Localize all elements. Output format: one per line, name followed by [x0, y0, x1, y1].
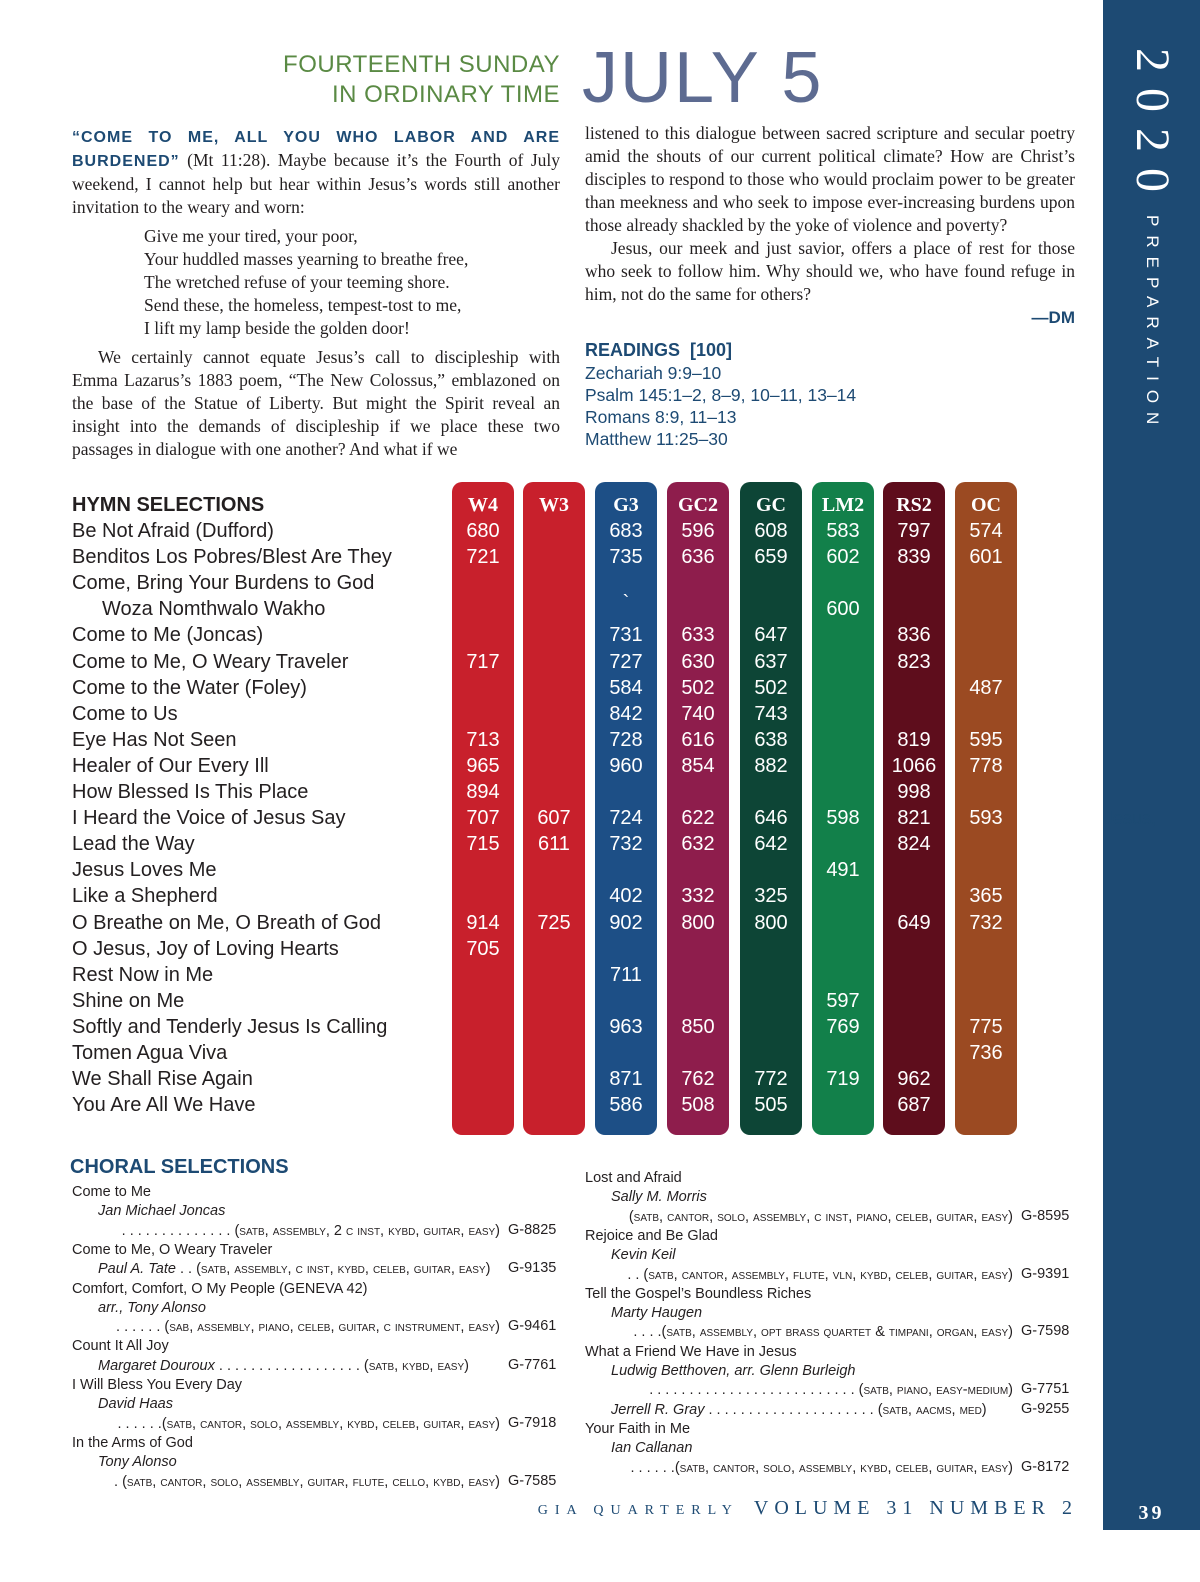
poem-line: Send these, the homeless, tempest-tost to me, — [144, 295, 462, 315]
hymn-number: 740 — [681, 702, 715, 725]
octavo-number: G-8172 — [1021, 1458, 1070, 1475]
hymn-number: 836 — [897, 624, 931, 647]
hymn-title: Benditos Los Pobres/Blest Are They — [72, 546, 392, 569]
hymn-title: How Blessed Is This Place — [72, 781, 309, 803]
hymn-number: 325 — [754, 885, 788, 908]
hymn-title: Healer of Our Every Ill — [72, 754, 269, 777]
choral-title: Lost and Afraid — [585, 1170, 682, 1186]
hymn-number: 735 — [609, 546, 643, 569]
hymn-title: Eye Has Not Seen — [72, 728, 237, 751]
hymn-title: Shine on Me — [72, 989, 185, 1012]
hymn-number: 894 — [466, 781, 500, 803]
hymn-number: 772 — [754, 1068, 788, 1091]
page-number: 39 — [1103, 1500, 1200, 1530]
hymn-number: 962 — [897, 1068, 931, 1091]
hymn-number: 607 — [537, 807, 571, 830]
reading-item: Zechariah 9:9–10 — [585, 363, 722, 383]
hymn-number: 638 — [754, 728, 788, 751]
hymn-title: Come to Us — [72, 702, 178, 725]
hymn-title: Be Not Afraid (Dufford) — [72, 520, 274, 542]
hymn-number: 728 — [609, 728, 643, 751]
hymn-number: 593 — [969, 807, 1003, 830]
poem-line: Give me your tired, your poor, — [144, 226, 358, 246]
octavo-number: G-9135 — [508, 1260, 557, 1277]
hymn-number: 680 — [466, 520, 500, 542]
choral-detail: . (satb, cantor, solo, assembly, guitar, flute, cello, kybd, easy) — [114, 1473, 500, 1490]
hymn-number: 797 — [897, 520, 931, 542]
hymn-title: You Are All We Have — [72, 1094, 256, 1117]
sidebar-year: 2020 — [1126, 48, 1179, 208]
hymn-number: 683 — [609, 520, 643, 542]
hymn-number: 502 — [754, 676, 788, 699]
hymn-title: Woza Nomthwalo Wakho — [102, 598, 326, 621]
hymn-number: 724 — [609, 807, 643, 830]
hymn-number: 727 — [609, 650, 643, 673]
hymn-number: 713 — [466, 728, 500, 751]
hymn-title: Like a Shepherd — [72, 885, 218, 908]
hymn-title: Come, Bring Your Burdens to God — [72, 572, 375, 595]
hymnal-column-header: GC — [756, 494, 786, 516]
choral-detail: (satb, cantor, solo, assembly, c inst, piano, celeb, guitar, easy) — [628, 1208, 1013, 1225]
hymn-number: 332 — [681, 885, 715, 908]
octavo-number: G-7585 — [508, 1472, 557, 1489]
hymn-number: 850 — [681, 1015, 715, 1038]
choral-composer: Kevin Keil — [611, 1247, 676, 1264]
poem — [144, 225, 560, 340]
hymn-number: 717 — [466, 650, 500, 673]
hymn-number: 608 — [754, 520, 788, 542]
hymn-title: O Jesus, Joy of Loving Hearts — [72, 937, 339, 960]
poem-line: The wretched refuse of your teeming shore. — [144, 272, 450, 292]
readings-heading: READINGS [100] — [585, 340, 733, 360]
hymnal-column-header: W3 — [539, 494, 569, 516]
author-signature: —DM — [1031, 308, 1075, 327]
choral-title: Comfort, Comfort, O My People (GENEVA 42) — [72, 1280, 368, 1297]
choral-detail: . . . . . . (sab, assembly, piano, celeb, guitar, c instrument, easy) — [116, 1319, 500, 1336]
choral-composer: Ludwig Betthoven, arr. Glenn Burleigh — [611, 1363, 856, 1379]
hymn-number: 1066 — [891, 754, 937, 777]
choral-composer: Marty Haugen — [611, 1305, 703, 1322]
article-p1: (Mt 11:28). Maybe because it’s the Fourth of July weekend, I cannot help but hear within Jesus’s words still another invitation to the weary and worn: — [72, 150, 560, 217]
reading-item: Romans 8:9, 11–13 — [585, 407, 737, 427]
choral-detail: . . . . . .(satb, cantor, solo, assembly, kybd, celeb, guitar, easy) — [117, 1415, 500, 1432]
hymn-title: Tomen Agua Viva — [72, 1042, 228, 1064]
hymn-title: Come to the Water (Foley) — [72, 676, 307, 699]
choral-title: Count It All Joy — [72, 1338, 169, 1355]
hymn-number: 743 — [754, 702, 788, 725]
hymn-number: 630 — [681, 650, 715, 673]
hymn-title: Softly and Tenderly Jesus Is Calling — [72, 1015, 388, 1038]
hymn-number: 402 — [609, 885, 643, 908]
octavo-number: G-7918 — [508, 1414, 557, 1431]
hymn-number: 824 — [897, 833, 931, 856]
hymn-number: 616 — [681, 728, 715, 751]
hymn-number: 778 — [969, 754, 1003, 777]
hymn-number: 597 — [826, 989, 860, 1012]
footer-publication-name: GIA QUARTERLY — [537, 1503, 739, 1518]
hymn-number: 646 — [754, 807, 788, 830]
liturgical-occasion — [283, 50, 560, 110]
hymn-number: 611 — [538, 833, 570, 856]
choral-title: Your Faith in Me — [585, 1420, 691, 1437]
hymn-title: Come to Me (Joncas) — [72, 624, 264, 647]
hymn-number: 775 — [969, 1015, 1003, 1038]
article-left-column — [72, 125, 560, 461]
article-p2: We certainly cannot equate Jesus’s call to discipleship with Emma Lazarus’s 1883 poem, “The New Colossus,” emblazoned on the base of the Statue of Liberty. But might the Spirit reveal an insight into the demands of discipleship if we place these two passages in dialogue with one another? And what if we — [72, 347, 560, 459]
hymn-title: I Heard the Voice of Jesus Say — [72, 807, 346, 830]
octavo-number: G-9255 — [1021, 1400, 1070, 1417]
hymn-title: Lead the Way — [72, 833, 195, 856]
choral-title: What a Friend We Have in Jesus — [585, 1343, 797, 1360]
hymn-number: 584 — [609, 676, 643, 699]
choral-composer: Margaret Douroux — [98, 1357, 215, 1374]
hymn-number: 721 — [466, 546, 500, 569]
hymn-title: Jesus Loves Me — [72, 859, 217, 882]
hymn-number: 637 — [754, 650, 788, 673]
choral-composer-line — [611, 1401, 987, 1420]
hymn-number: 769 — [826, 1015, 860, 1038]
octavo-number: G-9461 — [508, 1318, 557, 1335]
hymn-number: 854 — [681, 754, 715, 777]
sidebar-section: PREPARATION — [1143, 215, 1162, 434]
hymn-number: 963 — [609, 1015, 643, 1038]
hymn-number: 902 — [609, 911, 643, 934]
hymn-title: We Shall Rise Again — [72, 1068, 253, 1091]
hymn-title: Rest Now in Me — [72, 963, 214, 986]
choral-detail: . . . . . .(satb, cantor, solo, assembly, kybd, celeb, guitar, easy) — [630, 1459, 1013, 1476]
hymn-number: 659 — [754, 546, 788, 569]
footer-volume: VOLUME 31 NUMBER 2 — [753, 1497, 1078, 1519]
hymn-number: 600 — [826, 598, 860, 621]
hymn-number: 871 — [609, 1068, 643, 1091]
choral-composer: Paul A. Tate — [98, 1261, 176, 1278]
hymn-number: 842 — [609, 702, 643, 725]
choral-detail: . . (satb, assembly, c inst, kybd, celeb, guitar, easy) — [175, 1261, 491, 1278]
reading-item: Psalm 145:1–2, 8–9, 10–11, 13–14 — [585, 385, 857, 405]
choral-detail: . . . . . . . . . . . . . . . . . . . . . . . . . . (satb, piano, easy-medium) — [649, 1382, 1013, 1399]
choral-composer: David Haas — [98, 1396, 173, 1413]
hymn-number: 998 — [897, 781, 931, 803]
article-lead: “COME TO ME, ALL YOU WHO LABOR AND ARE BURDENED” — [72, 129, 560, 170]
poem-line: Your huddled masses yearning to breathe free, — [144, 249, 469, 269]
octavo-number: G-7598 — [1021, 1323, 1070, 1340]
hymnal-column-header: OC — [971, 494, 1001, 516]
choral-title: Come to Me — [72, 1184, 151, 1200]
hymn-number: 583 — [826, 520, 860, 542]
article-p4: Jesus, our meek and just savior, offers a place of rest for those who seek to follow him. Why should we, who have found refuge in him, not do the same for others? — [585, 238, 1075, 304]
hymn-number: 595 — [969, 728, 1003, 751]
hymn-number: 965 — [466, 754, 500, 777]
hymn-number: 687 — [897, 1094, 931, 1117]
hymn-number: 839 — [897, 546, 931, 569]
stray-text: Jesus, — [1104, 808, 1157, 828]
hymn-number: 508 — [681, 1094, 715, 1117]
hymn-number: 707 — [466, 807, 500, 830]
reading-item: Matthew 11:25–30 — [585, 429, 728, 449]
choral-composer: arr., Tony Alonso — [98, 1299, 206, 1316]
choral-title: I Will Bless You Every Day — [72, 1377, 243, 1393]
hymn-number: 601 — [969, 546, 1003, 569]
hymn-number: 960 — [609, 754, 643, 777]
hymn-number: 732 — [609, 833, 643, 856]
hymn-number: 632 — [681, 833, 715, 856]
hymn-selections-heading: HYMN SELECTIONS — [72, 494, 265, 516]
octavo-number: G-8825 — [508, 1221, 557, 1238]
choral-composer-line — [98, 1357, 469, 1376]
hymn-title: O Breathe on Me, O Breath of God — [72, 911, 382, 934]
hymnal-column-header: G3 — [613, 494, 639, 516]
poem-line: I lift my lamp beside the golden door! — [144, 318, 410, 338]
hymn-number: 365 — [969, 885, 1003, 908]
hymn-number: 633 — [681, 624, 715, 647]
hymn-number: 647 — [754, 624, 788, 647]
hymn-number: 649 — [897, 911, 931, 934]
choral-composer: Sally M. Morris — [611, 1189, 707, 1206]
hymn-number: 732 — [969, 911, 1003, 934]
hymnal-column-header: GC2 — [678, 494, 718, 516]
hymn-number: 491 — [826, 859, 860, 882]
choral-composer: Tony Alonso — [98, 1454, 177, 1471]
hymn-number: 574 — [969, 520, 1003, 542]
hymn-number: 823 — [897, 650, 931, 673]
hymn-number: 882 — [754, 754, 788, 777]
hymn-number: 819 — [897, 728, 931, 751]
hymn-number: 502 — [681, 676, 715, 699]
choral-detail: . . . .(satb, assembly, opt brass quartet & timpani, organ, easy) — [633, 1324, 1013, 1341]
hymn-number: 711 — [610, 963, 642, 986]
hymn-number: 602 — [826, 546, 860, 569]
hymn-number: ` — [622, 592, 630, 615]
choral-title: Rejoice and Be Glad — [585, 1227, 718, 1244]
hymn-number: 800 — [681, 911, 715, 934]
hymnal-column-header: RS2 — [896, 494, 932, 516]
choral-title: In the Arms of God — [72, 1434, 193, 1451]
octavo-number: G-7751 — [1021, 1381, 1070, 1398]
octavo-number: G-7761 — [508, 1356, 557, 1373]
hymn-number: 762 — [681, 1068, 715, 1091]
hymn-number: 715 — [466, 833, 500, 856]
hymn-number: 505 — [754, 1094, 788, 1117]
hymn-number: 636 — [681, 546, 715, 569]
hymn-number: 705 — [466, 937, 500, 960]
hymn-number: 487 — [969, 676, 1003, 699]
hymnal-column-header: W4 — [468, 494, 498, 516]
hymn-number: 821 — [897, 807, 931, 830]
choral-detail: . . . . . . . . . . . . . . (satb, assembly, 2 c inst, kybd, guitar, easy) — [121, 1222, 500, 1239]
hymn-number: 731 — [609, 624, 643, 647]
choral-title: Tell the Gospel’s Boundless Riches — [585, 1285, 812, 1302]
hymn-number: 719 — [826, 1068, 860, 1091]
page-title-date: JULY 5 — [582, 38, 824, 118]
hymn-number: 736 — [969, 1042, 1003, 1064]
choral-composer: Jan Michael Joncas — [98, 1203, 226, 1220]
choral-composer: Jerrell R. Gray — [611, 1401, 705, 1418]
hymn-number: 622 — [681, 807, 715, 830]
article-p3: listened to this dialogue between sacred scripture and secular poetry amid the shouts of our current political climate? How are Christ’s disciples to respond to those who would proclaim power to be greater than meekness and who seek to impose ever-increasing burdens upon those already shackled by the yoke of violence and poverty? — [585, 123, 1075, 235]
occasion-line-2: IN ORDINARY TIME — [331, 81, 560, 108]
hymn-number: 725 — [537, 911, 571, 934]
choral-composer: Ian Callanan — [611, 1440, 693, 1457]
hymnal-column-header: LM2 — [821, 494, 865, 516]
hymn-number: 642 — [754, 833, 788, 856]
hymn-number: 914 — [466, 911, 500, 934]
octavo-number: G-8595 — [1021, 1207, 1070, 1224]
hymn-number: 598 — [826, 807, 860, 830]
choral-detail: . . (satb, cantor, assembly, flute, vln, kybd, celeb, guitar, easy) — [627, 1266, 1013, 1283]
occasion-line-1: FOURTEENTH SUNDAY — [283, 51, 560, 78]
hymn-title: Come to Me, O Weary Traveler — [72, 650, 349, 673]
hymn-number: 800 — [754, 911, 788, 934]
choral-detail: . . . . . . . . . . . . . . . . . . . . . (satb, aacms, med) — [704, 1401, 987, 1418]
choral-composer-line — [98, 1260, 490, 1279]
choral-detail: . . . . . . . . . . . . . . . . . . (satb, kybd, easy) — [214, 1357, 469, 1374]
hymn-number: 596 — [681, 520, 715, 542]
footer-publication — [538, 1497, 1078, 1520]
article-right-column — [585, 122, 1075, 450]
choral-title: Come to Me, O Weary Traveler — [72, 1241, 273, 1258]
choral-selections-heading: CHORAL SELECTIONS — [70, 1156, 289, 1178]
hymn-number: 586 — [609, 1094, 643, 1117]
octavo-number: G-9391 — [1021, 1265, 1070, 1282]
